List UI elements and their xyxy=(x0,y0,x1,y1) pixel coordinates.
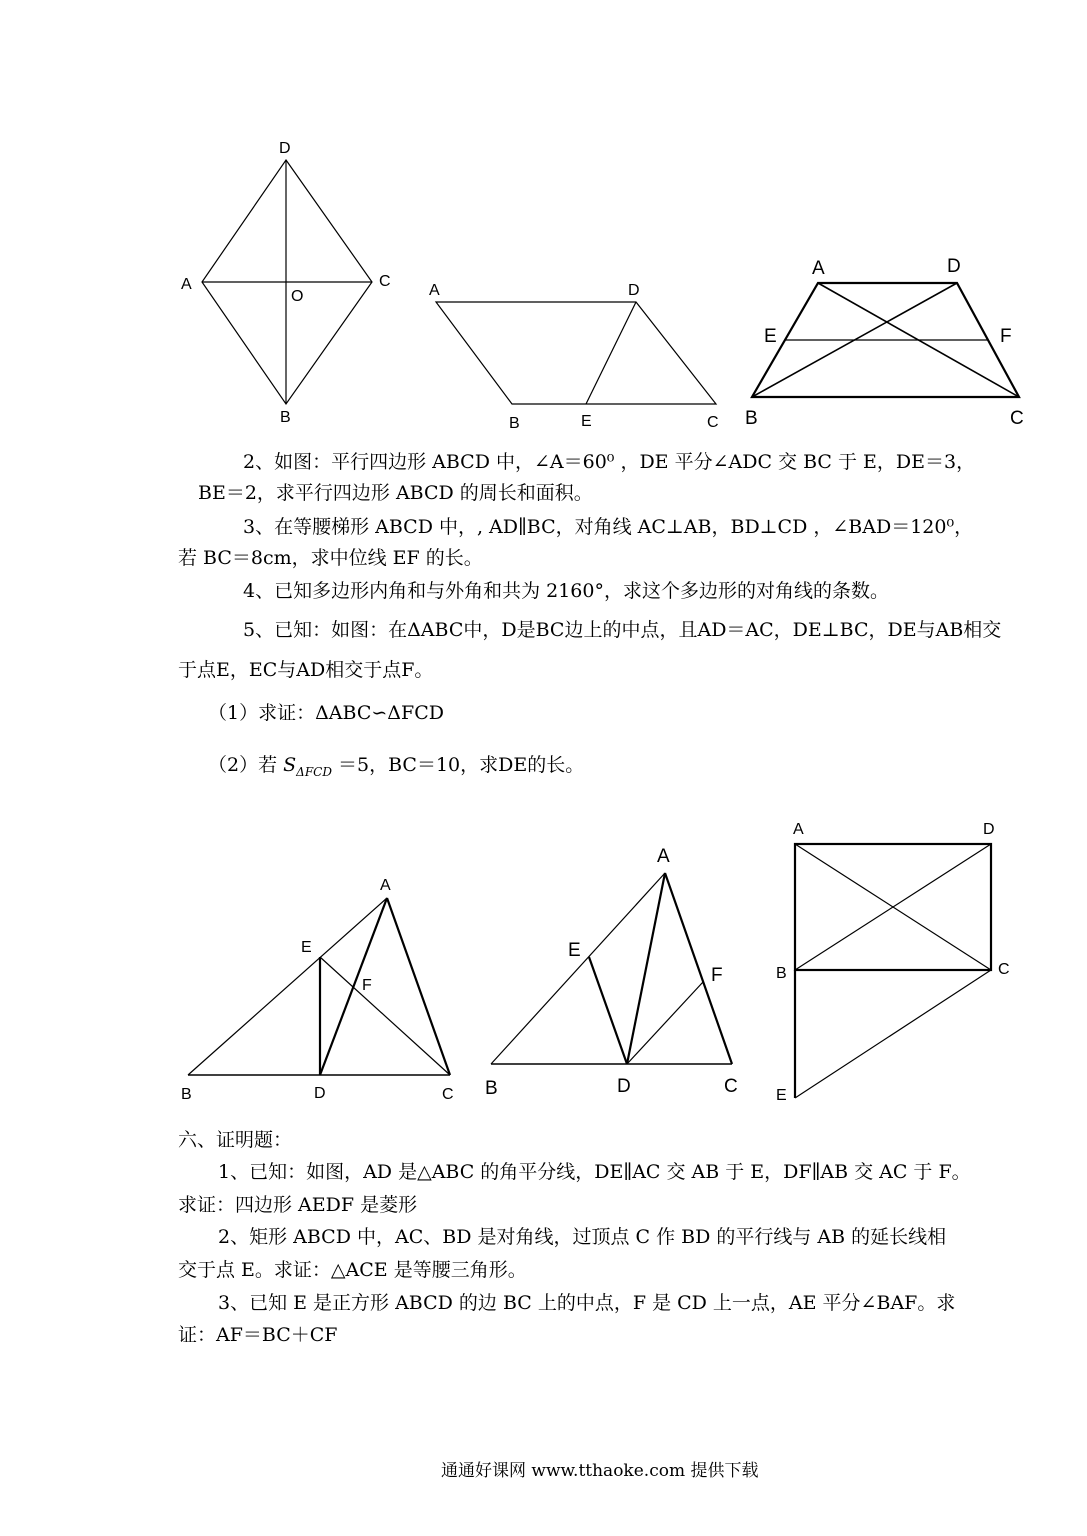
proof-1-line2: 求证：四边形 AEDF 是菱形 xyxy=(178,1194,418,1216)
label-c: C xyxy=(379,273,391,290)
proof-3-line1: 3、已知 E 是正方形 ABCD 的边 BC 上的中点，F 是 CD 上一点，AE 平分∠BAF。求 xyxy=(218,1292,956,1314)
label-c: C xyxy=(724,1076,738,1097)
label-d: D xyxy=(628,282,640,299)
problem-2-line1: 2、如图：平行四边形 ABCD 中，∠A＝60⁰ ，DE 平分∠ADC 交 BC 于 E，DE＝3， xyxy=(243,451,976,473)
problem-5-line2: 于点E，EC与AD相交于点F。 xyxy=(178,659,434,681)
label-a: A xyxy=(812,258,825,279)
label-e: E xyxy=(764,326,777,347)
label-a: A xyxy=(429,282,440,299)
problem-4: 4、已知多边形内角和与外角和共为 2160°，求这个多边形的对角线的条数。 xyxy=(243,580,889,602)
label-d: D xyxy=(983,821,995,838)
segment-de xyxy=(586,302,636,404)
label-c: C xyxy=(707,414,719,431)
label-d: D xyxy=(617,1076,631,1097)
proof-1-line1: 1、已知：如图，AD 是△ABC 的角平分线，DE∥AC 交 AB 于 E，DF∥AB 交 AC 于 F。 xyxy=(218,1161,971,1183)
label-a: A xyxy=(793,821,804,838)
label-f: F xyxy=(711,965,723,986)
problem-2-line2: BE＝2，求平行四边形 ABCD 的周长和面积。 xyxy=(198,482,593,504)
label-f: F xyxy=(1000,326,1012,347)
segment-df xyxy=(627,982,703,1064)
label-b: B xyxy=(776,965,787,982)
segment-ce xyxy=(795,970,991,1098)
side-ac xyxy=(387,898,450,1075)
problem-5-question-1: （1）求证：ΔABC∽ΔFCD xyxy=(208,702,444,724)
label-f: F xyxy=(362,977,372,994)
label-a: A xyxy=(657,846,670,867)
segment-ad xyxy=(627,873,665,1064)
label-a: A xyxy=(380,877,391,894)
label-e: E xyxy=(581,413,592,430)
parallelogram-outline xyxy=(436,302,716,404)
rhombus-figure xyxy=(170,130,410,440)
side-ab xyxy=(491,873,665,1064)
rectangle-figure xyxy=(770,815,1010,1105)
triangle-figure-2 xyxy=(480,840,750,1105)
label-b: B xyxy=(745,408,758,429)
section-heading: 六、证明题： xyxy=(178,1129,293,1151)
segment-de xyxy=(589,957,627,1064)
area-subscript: ΔFCD xyxy=(296,764,332,779)
segment-ad xyxy=(320,898,387,1075)
segment-ec xyxy=(320,957,450,1075)
label-d: D xyxy=(947,256,961,277)
proof-2-line2: 交于点 E。求证：△ACE 是等腰三角形。 xyxy=(178,1259,527,1281)
area-symbol: S xyxy=(283,754,297,776)
label-b: B xyxy=(181,1086,192,1103)
label-d: D xyxy=(314,1085,326,1102)
label-b: B xyxy=(280,409,291,426)
proof-2-line1: 2、矩形 ABCD 中，AC、BD 是对角线，过顶点 C 作 BD 的平行线与 AB 的延长线相 xyxy=(218,1226,947,1248)
label-o: O xyxy=(291,288,304,305)
label-b: B xyxy=(485,1078,498,1099)
label-c: C xyxy=(442,1086,454,1103)
parallelogram-figure xyxy=(420,275,730,435)
label-c: C xyxy=(1010,408,1024,429)
label-e: E xyxy=(301,939,312,956)
label-c: C xyxy=(998,961,1010,978)
problem-3-line2: 若 BC＝8cm，求中位线 EF 的长。 xyxy=(178,547,483,569)
label-e: E xyxy=(568,940,581,961)
footer-text: 通通好课网 www.tthaoke.com 提供下载 xyxy=(441,1461,759,1481)
trapezoid-figure xyxy=(740,250,1040,435)
side-ab xyxy=(188,898,387,1075)
label-d: D xyxy=(279,140,291,157)
triangle-figure-1 xyxy=(175,870,465,1105)
problem-5-line1: 5、已知：如图：在ΔABC中，D是BC边上的中点，且AD＝AC，DE⊥BC，DE与AB相交 xyxy=(243,619,1002,641)
label-b: B xyxy=(509,415,520,432)
label-e: E xyxy=(776,1087,787,1104)
problem-5-question-2 xyxy=(208,754,584,783)
problem-3-line1: 3、在等腰梯形 ABCD 中，, AD∥BC，对角线 AC⊥AB，BD⊥CD ，∠BAD＝120⁰， xyxy=(243,516,974,538)
proof-3-line2: 证：AF＝BC＋CF xyxy=(178,1324,338,1346)
q2-prefix: （2）若 xyxy=(208,754,284,776)
label-a: A xyxy=(181,276,192,293)
q2-suffix: ＝5，BC＝10，求DE的长。 xyxy=(331,754,585,776)
